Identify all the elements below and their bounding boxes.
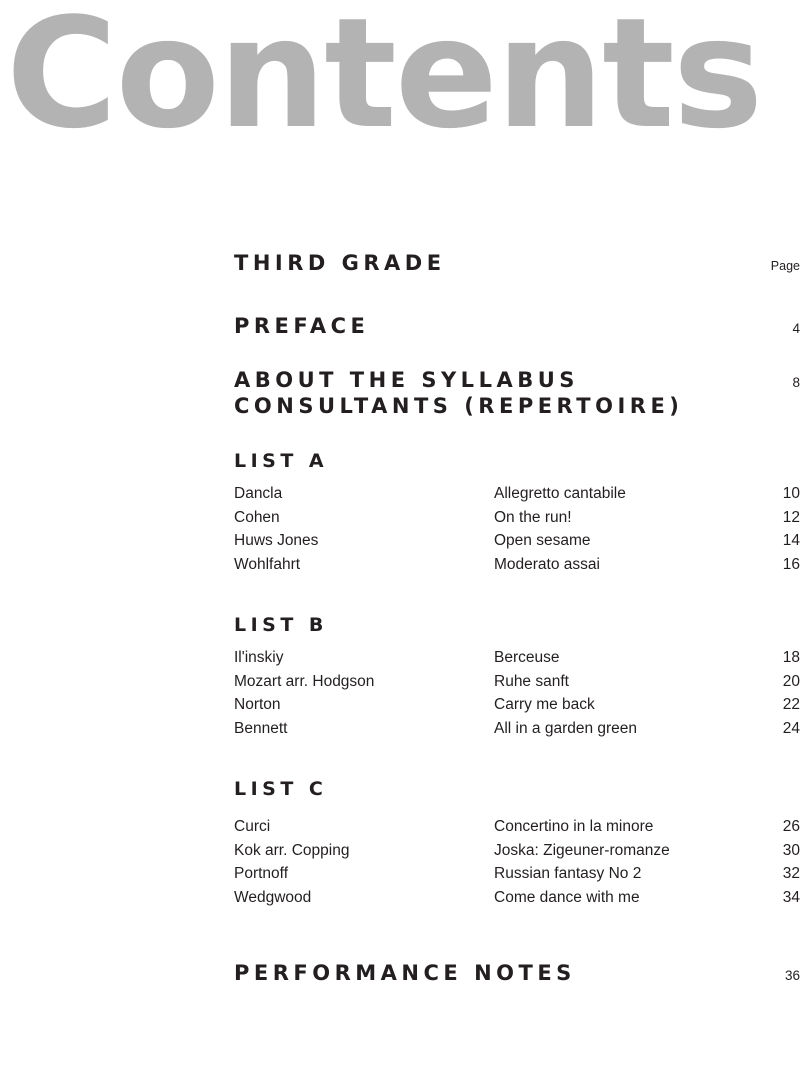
entry-work: Open sesame xyxy=(494,532,591,549)
section-page-preface: 4 xyxy=(792,321,800,336)
entry-composer: Kok arr. Copping xyxy=(234,841,350,859)
entry-page: 12 xyxy=(782,508,800,526)
list-item[interactable] xyxy=(234,839,800,863)
entry-work: Allegretto cantabile xyxy=(494,485,626,502)
entry-page: 26 xyxy=(782,818,800,835)
entry-work: Berceuse xyxy=(494,649,560,666)
list-group-c xyxy=(234,777,800,909)
section-row-about-consultants[interactable] xyxy=(234,367,800,419)
page-column-label: Page xyxy=(770,259,800,273)
spacer xyxy=(234,946,800,960)
entry-page: 30 xyxy=(782,841,800,859)
list-item[interactable] xyxy=(234,693,800,717)
entry-work: Russian fantasy No 2 xyxy=(494,865,642,882)
list-title-a: LIST A xyxy=(234,450,329,472)
spacer xyxy=(234,740,800,777)
entry-work: Come dance with me xyxy=(494,888,640,906)
list-item[interactable] xyxy=(234,815,800,839)
section-title-performance-notes: PERFORMANCE NOTES xyxy=(234,961,576,985)
entry-composer: Mozart arr. Hodgson xyxy=(234,672,375,690)
entry-composer: Portnoff xyxy=(234,865,289,882)
list-item[interactable] xyxy=(234,553,800,577)
entry-page: 10 xyxy=(782,485,800,502)
entry-composer: Wedgwood xyxy=(234,888,312,906)
list-title-c: LIST C xyxy=(234,778,328,800)
section-page-about-consultants: 8 xyxy=(792,375,800,390)
list-item[interactable] xyxy=(234,862,800,886)
list-item[interactable] xyxy=(234,529,800,553)
list-title-b: LIST B xyxy=(234,614,328,636)
entry-page: 32 xyxy=(782,865,800,882)
entry-work: Concertino in la minore xyxy=(494,818,654,835)
list-group-b xyxy=(234,613,800,740)
page-masthead xyxy=(0,0,800,174)
entry-composer: Curci xyxy=(234,818,271,835)
entry-composer: Wohlfahrt xyxy=(234,555,301,573)
spacer xyxy=(234,637,800,646)
entry-work: All in a garden green xyxy=(494,719,638,737)
list-item[interactable] xyxy=(234,886,800,910)
entry-page: 24 xyxy=(782,719,800,737)
entry-page: 22 xyxy=(782,696,800,713)
spacer xyxy=(234,909,800,946)
entry-work: Joska: Zigeuner-romanze xyxy=(494,841,670,859)
list-item[interactable] xyxy=(234,506,800,530)
entry-work: Moderato assai xyxy=(494,555,600,573)
list-item[interactable] xyxy=(234,717,800,741)
grade-heading-row xyxy=(234,250,800,276)
page-title: Contents xyxy=(6,0,762,162)
section-title-preface: PREFACE xyxy=(234,314,370,338)
entry-composer: Dancla xyxy=(234,485,283,502)
section-page-performance-notes: 36 xyxy=(784,968,800,983)
grade-title: THIRD GRADE xyxy=(234,251,446,275)
spacer xyxy=(234,339,800,367)
entry-page: 16 xyxy=(782,555,800,573)
list-item[interactable] xyxy=(234,646,800,670)
entry-composer: Huws Jones xyxy=(234,532,319,549)
list-group-a xyxy=(234,449,800,576)
entry-page: 20 xyxy=(782,672,800,690)
entry-page: 18 xyxy=(782,649,800,666)
section-row-preface[interactable] xyxy=(234,313,800,339)
section-title-about-consultants: ABOUT THE SYLLABUS CONSULTANTS (REPERTOIRE) xyxy=(234,368,684,418)
spacer xyxy=(234,801,800,815)
entry-work: Carry me back xyxy=(494,696,595,713)
section-row-performance-notes[interactable] xyxy=(234,960,800,986)
spacer xyxy=(234,276,800,313)
spacer xyxy=(234,576,800,613)
entry-page: 34 xyxy=(782,888,800,906)
entry-composer: Bennett xyxy=(234,719,288,737)
entry-page: 14 xyxy=(782,532,800,549)
list-item[interactable] xyxy=(234,670,800,694)
spacer xyxy=(234,473,800,482)
list-item[interactable] xyxy=(234,482,800,506)
entry-composer: Norton xyxy=(234,696,281,713)
entry-composer: Cohen xyxy=(234,508,280,526)
entry-work: Ruhe sanft xyxy=(494,672,569,690)
entry-work: On the run! xyxy=(494,508,572,526)
table-of-contents xyxy=(234,250,800,986)
entry-composer: Il'inskiy xyxy=(234,649,284,666)
spacer xyxy=(234,419,800,449)
